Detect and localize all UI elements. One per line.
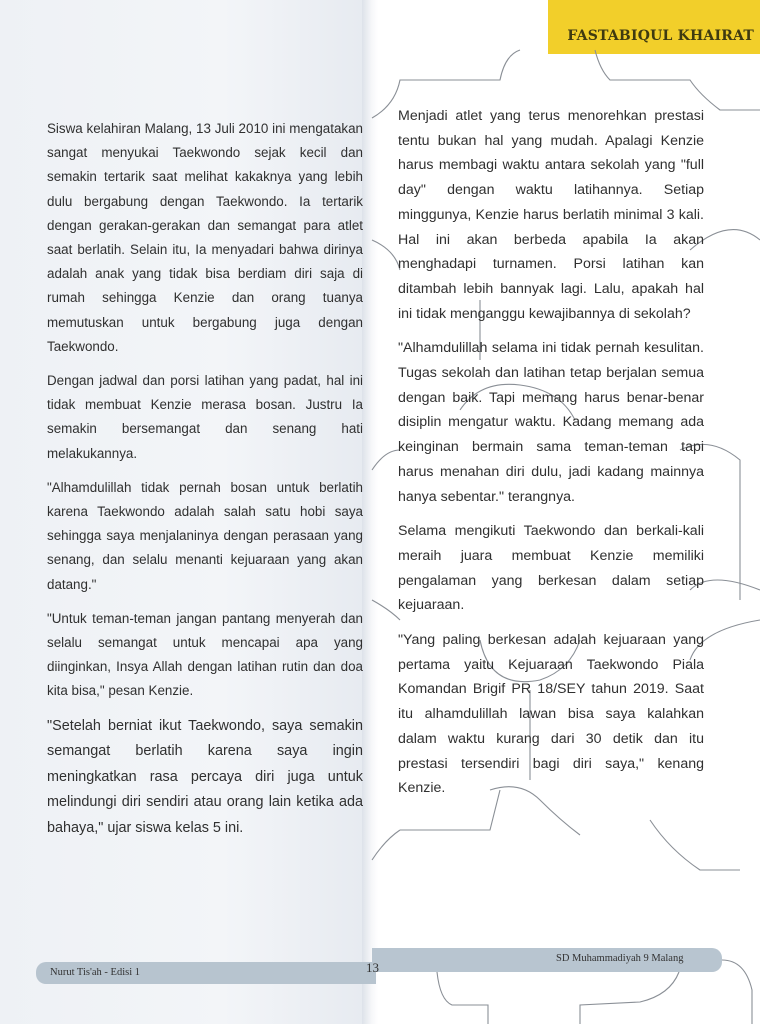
paragraph: Selama mengikuti Taekwondo dan berkali-kali meraih juara membuat Kenzie memiliki pengalaman yang berkesan dalam setiap kejuaraan.: [398, 523, 704, 614]
section-title: FASTABIQUL KHAIRAT: [567, 28, 754, 44]
page-number: 13: [366, 960, 379, 975]
left-column: [47, 117, 363, 851]
paragraph: Menjadi atlet yang terus menorehkan prestasi tentu bukan hal yang mudah. Apalagi Kenzie harus membagi waktu antara sekolah yang "full day" dengan waktu latihannya. Setiap minggunya, Kenzie harus berlatih minimal 3 kali. Hal ini akan berbeda apabila Ia akan menghadapi turnamen. Porsi latihan kan ditambah lebih bannyak lagi. Lalu, apakah hal ini tidak menganggu kewajibannya di sekolah?: [398, 108, 704, 322]
footer-publication: Nurut Tis'ah - Edisi 1: [50, 967, 140, 978]
paragraph: Siswa kelahiran Malang, 13 Juli 2010 ini mengatakan sangat menyukai Taekwondo sejak kecil dan semakin tertarik saat melihat kakaknya yang lebih dulu bergabung dengan Taekwondo. Ia tertarik dengan gerakan-gerakan dan semangat para atlet saat berlatih. Selain itu, Ia menyadari bahwa dirinya adalah anak yang tidak bisa berdiam diri saja di rumah sehingga Kenzie dan orang tuanya memutuskan untuk bergabung juga dengan Taekwondo.: [47, 121, 363, 354]
section-banner: [548, 0, 760, 54]
page-gutter: [362, 0, 378, 1024]
paragraph: "Yang paling berkesan adalah kejuaraan yang pertama yaitu Kejuaraan Taekwondo Piala Komandan Brigif PR 18/SEY tahun 2019. Saat itu alhamdulillah lawan bisa saya kalahkan dalam waktu kurang dari 30 detik dan itu prestasi tersendiri bagi diri saya," kenang Kenzie.: [398, 632, 704, 797]
paragraph: Dengan jadwal dan porsi latihan yang padat, hal ini tidak membuat Kenzie merasa bosan. Justru Ia semakin bersemangat dan senang hati melakukannya.: [47, 373, 363, 461]
paragraph: "Untuk teman-teman jangan pantang menyerah dan selalu semangat untuk mencapai apa yang diinginkan, Insya Allah dengan latihan rutin dan doa kita bisa," pesan Kenzie.: [47, 610, 363, 699]
right-column: [398, 104, 704, 811]
paragraph: "Setelah berniat ikut Taekwondo, saya semakin semangat berlatih karena saya ingin meningkatkan rasa percaya diri juga untuk melindungi diri sendiri atau orang lain ketika ada bahaya," ujar siswa kelas 5 ini.: [47, 717, 363, 836]
paragraph: "Alhamdulillah selama ini tidak pernah kesulitan. Tugas sekolah dan latihan tetap berjalan semua dengan baik. Tapi memang harus benar-benar disiplin mengatur waktu. Kadang memang ada keinginan bermain sama teman-teman tapi harus menahan diri dulu, jadi kadang mainnya hanya sebentar." terangnya.: [398, 340, 704, 505]
paragraph: "Alhamdulillah tidak pernah bosan untuk berlatih karena Taekwondo adalah salah satu hobi saya sehingga saya menjalaninya dengan perasaan yang senang, dan selalu menanti kejuaraan yang akan datang.": [47, 479, 363, 592]
footer-school: SD Muhammadiyah 9 Malang: [556, 953, 684, 964]
